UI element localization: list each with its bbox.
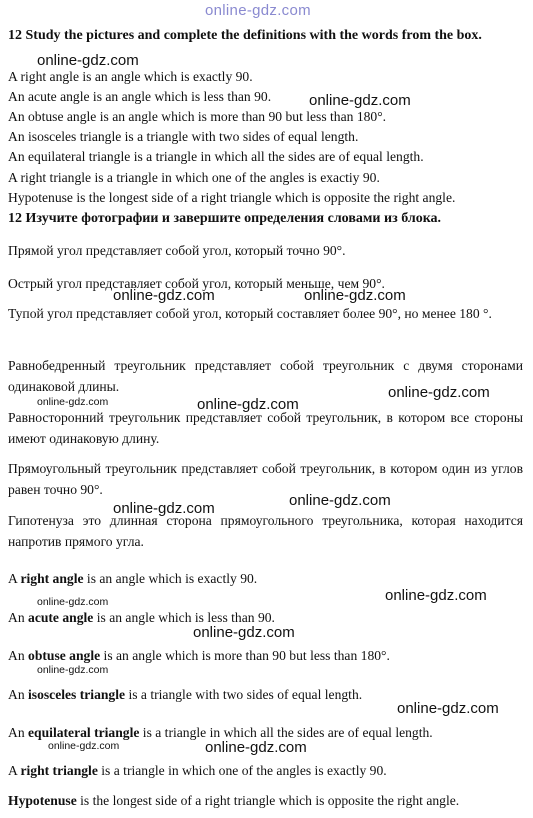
watermark: online-gdz.com <box>37 596 109 608</box>
definition-en: A right angle is an angle which is exactly 90. <box>8 69 253 84</box>
answer-suffix: is an angle which is less than 90. <box>93 610 275 625</box>
definition-ru: Тупой угол представляет собой угол, который составляет более 90°, но менее 180 °. <box>8 306 492 321</box>
definition-en: An obtuse angle is an angle which is more than 90 but less than 180°. <box>8 109 387 124</box>
answer-term: obtuse angle <box>28 648 101 663</box>
definition-ru: Гипотенуза это длинная сторона прямоугольного треугольника, которая находится напротив прямого угла. <box>8 513 523 549</box>
site-mark: online-gdz.com <box>205 2 311 19</box>
answer-line <box>8 762 387 780</box>
watermark: online-gdz.com <box>193 624 295 641</box>
task-heading-en: 12 Study the pictures and complete the definitions with the words from the box. <box>8 28 482 43</box>
answer-line <box>8 647 390 665</box>
definition-en: An equilateral triangle is a triangle in which all the sides are of equal length. <box>8 149 424 164</box>
watermark: online-gdz.com <box>388 384 490 401</box>
answer-prefix: An <box>8 610 29 625</box>
watermark: online-gdz.com <box>309 92 411 109</box>
watermark: online-gdz.com <box>205 739 307 756</box>
answer-line <box>8 792 459 810</box>
answer-suffix: is a triangle in which all the sides are of equal length. <box>139 725 433 740</box>
answer-prefix: A <box>8 571 21 586</box>
answer-term: acute angle <box>28 610 94 625</box>
answer-prefix: An <box>8 648 29 663</box>
answer-suffix: is the longest side of a right triangle which is opposite the right angle. <box>76 793 460 808</box>
watermark: online-gdz.com <box>48 740 120 752</box>
answer-term: right triangle <box>20 763 98 778</box>
answer-suffix: is a triangle with two sides of equal length. <box>125 687 363 702</box>
definition-en: A right triangle is a triangle in which one of the angles is exactiy 90. <box>8 170 380 185</box>
answer-suffix: is an angle which is exactly 90. <box>83 571 258 586</box>
watermark: online-gdz.com <box>289 492 391 509</box>
watermark: online-gdz.com <box>37 396 109 408</box>
answer-line <box>8 686 362 704</box>
watermark: online-gdz.com <box>113 500 215 517</box>
watermark: online-gdz.com <box>37 664 109 676</box>
answer-suffix: is an angle which is more than 90 but less than 180°. <box>100 648 390 663</box>
definition-ru: Равносторонний треугольник представляет собой треугольник, в котором все стороны имеют одинаковую длину. <box>8 410 523 446</box>
definition-en: An acute angle is an angle which is less than 90. <box>8 89 272 104</box>
task-heading-ru: 12 Изучите фотографии и завершите определения словами из блока. <box>8 211 442 226</box>
watermark: online-gdz.com <box>304 287 406 304</box>
answer-prefix: An <box>8 725 29 740</box>
watermark: online-gdz.com <box>197 396 299 413</box>
answer-term: Hypotenuse <box>8 793 77 808</box>
answer-term: right angle <box>20 571 84 586</box>
watermark: online-gdz.com <box>385 587 487 604</box>
definition-ru: Прямой угол представляет собой угол, который точно 90°. <box>8 243 346 258</box>
answer-prefix: An <box>8 687 29 702</box>
watermark: online-gdz.com <box>113 287 215 304</box>
answer-suffix: is a triangle in which one of the angles is exactly 90. <box>97 763 387 778</box>
definition-ru: Прямоугольный треугольник представляет собой треугольник, в котором один из углов равен точно 90°. <box>8 461 523 497</box>
definition-ru: Равнобедренный треугольник представляет собой треугольник с двумя сторонами одинаковой длины. <box>8 358 523 394</box>
watermark: online-gdz.com <box>37 52 139 69</box>
answer-line <box>8 570 257 588</box>
answer-term: isosceles triangle <box>28 687 126 702</box>
definition-en: Hypotenuse is the longest side of a right triangle which is opposite the right angle. <box>8 190 456 205</box>
definition-ru: Острый угол представляет собой угол, который меньше, чем 90°. <box>8 276 385 291</box>
answer-term: equilateral triangle <box>28 725 140 740</box>
answer-prefix: A <box>8 763 21 778</box>
definition-en: An isosceles triangle is a triangle with two sides of equal length. <box>8 129 359 144</box>
watermark: online-gdz.com <box>397 700 499 717</box>
